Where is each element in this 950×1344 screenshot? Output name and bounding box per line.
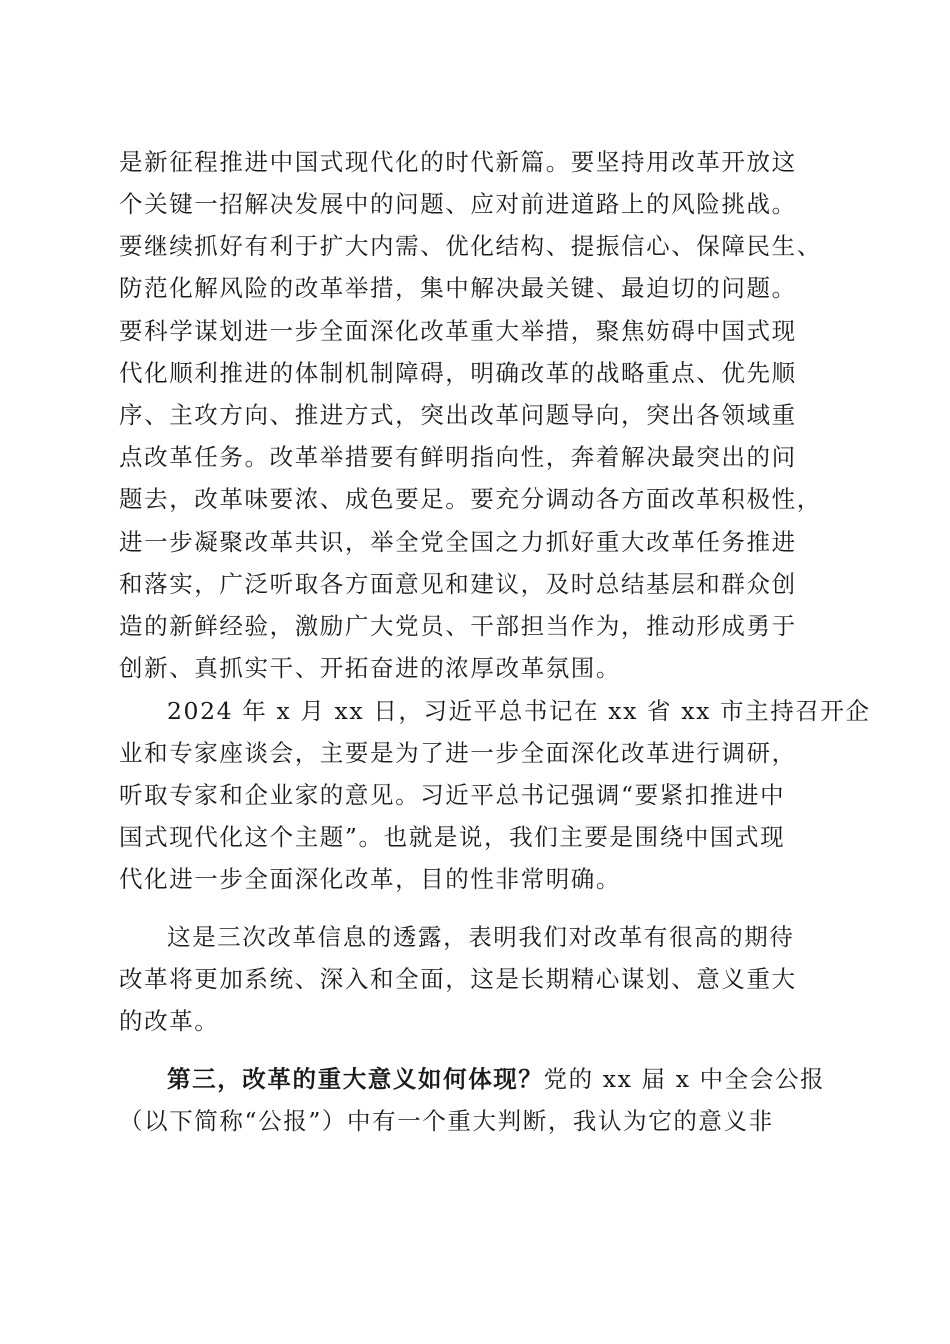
text-line: 代化顺利推进的体制机制障碍，明确改革的战略重点、优先顺: [119, 359, 797, 387]
text-line: 要继续抓好有利于扩大内需、优化结构、提振信心、保障民生、: [119, 232, 822, 260]
paragraph-first-line: 2024 年 x 月 xx 日，习近平总书记在 xx 省 xx 市主持召开企: [167, 697, 871, 725]
text-line: 题去，改革味要浓、成色要足。要充分调动各方面改革积极性，: [119, 485, 822, 513]
text-line: 和落实，广泛听取各方面意见和建议，及时总结基层和群众创: [119, 570, 797, 598]
text-line: 业和专家座谈会，主要是为了进一步全面深化改革进行调研，: [119, 739, 797, 767]
section-heading: 第三，改革的重大意义如何体现？: [167, 1065, 544, 1093]
text-line: 国式现代化这个主题”。也就是说，我们主要是围绕中国式现: [119, 823, 786, 851]
paragraph-first-line: [167, 1064, 887, 1094]
text-line: 是新征程推进中国式现代化的时代新篇。要坚持用改革开放这: [119, 148, 797, 176]
text-span: 党的 xx 届 x 中全会公报: [543, 1065, 826, 1093]
text-line: 代化进一步全面深化改革，目的性非常明确。: [119, 865, 621, 893]
text-line: 进一步凝聚改革共识，举全党全国之力抓好重大改革任务推进: [119, 528, 797, 556]
text-line: 的改革。: [119, 1007, 220, 1035]
text-line: 改革将更加系统、深入和全面，这是长期精心谋划、意义重大: [119, 965, 797, 993]
text-line: 点改革任务。改革举措要有鲜明指向性，奔着解决最突出的问: [119, 443, 797, 471]
text-line: 序、主攻方向、推进方式，突出改革问题导向，突出各领域重: [119, 401, 797, 429]
text-line: 防范化解风险的改革举措，集中解决最关键、最迫切的问题。: [119, 274, 797, 302]
text-line: 创新、真抓实干、开拓奋进的浓厚改革氛围。: [119, 654, 621, 682]
text-line: 要科学谋划进一步全面深化改革重大举措，聚焦妨碍中国式现: [119, 317, 797, 345]
text-line: （以下简称“公报”）中有一个重大判断，我认为它的意义非: [119, 1107, 774, 1135]
text-line: 造的新鲜经验，激励广大党员、干部担当作为，推动形成勇于: [119, 612, 797, 640]
text-line: 听取专家和企业家的意见。习近平总书记强调“要紧扣推进中: [119, 781, 786, 809]
text-line: 个关键一招解决发展中的问题、应对前进道路上的风险挑战。: [119, 190, 797, 218]
paragraph-first-line: 这是三次改革信息的透露，表明我们对改革有很高的期待: [167, 923, 795, 951]
